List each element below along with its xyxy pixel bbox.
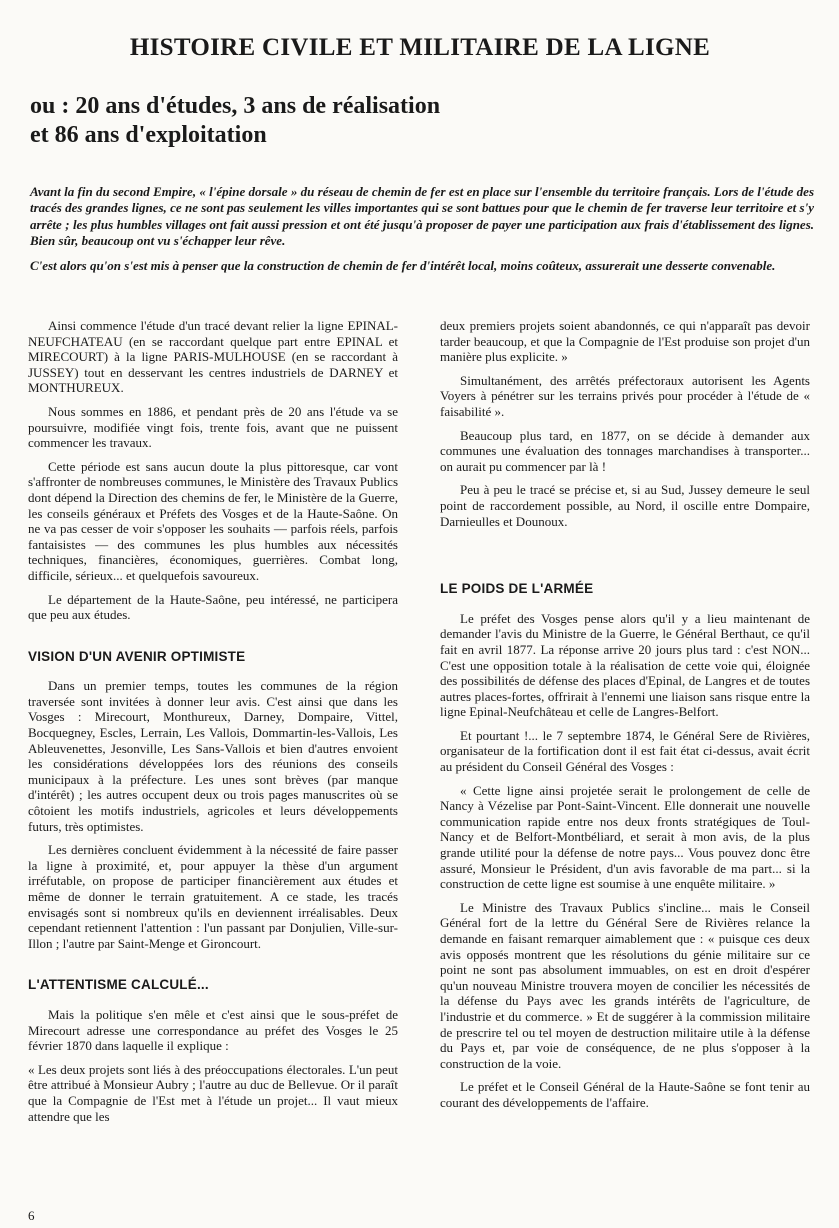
body-paragraph: Peu à peu le tracé se précise et, si au Sud, Jussey demeure le seul point de raccordement possible, au Nord, il oscille entre Dompaire, Darnieulles et Dounoux. bbox=[440, 482, 810, 529]
page-subtitle bbox=[30, 92, 650, 150]
body-paragraph: Beaucoup plus tard, en 1877, on se décide à demander aux communes une évaluation des tonnages marchandises à transporter... on aurait pu commencer par là ! bbox=[440, 427, 810, 474]
quote-paragraph: « Les deux projets sont liés à des préoccupations électorales. L'un peut être attribué à Monsieur Aubry ; l'autre au duc de Bellevue. Or il paraît que la Compagnie de l'Est met à l'étude un projet... Il vaut mieux attendre que les bbox=[28, 1061, 398, 1124]
body-paragraph: Et pourtant !... le 7 septembre 1874, le Général Sere de Rivières, organisateur de la fortification dont il est fait état ci-dessus, avait écrit au président du Conseil Général des Vosges : bbox=[440, 727, 810, 775]
intro-block bbox=[30, 184, 814, 283]
body-paragraph: Le département de la Haute-Saône, peu intéressé, ne participera que peu aux études. bbox=[28, 591, 398, 623]
body-paragraph: Le préfet des Vosges pense alors qu'il y a lieu maintenant de demander l'avis du Ministre de la Guerre, le Général Berthaut, ce qu'il fait en avril 1877. La réponse arrive 20 jours plus tard : c'est NON... C'est une opposition totale à la réalisation de cette voie qui, éloignée des possibilités de défense des places d'Epinal, de Langres et de toutes autres places-fortes, offrirait à l'ennemi une liaison sans risque entre la ligne Epinal-Neufchâteau et celle de Langres-Belfort. bbox=[440, 610, 810, 720]
body-paragraph: Dans un premier temps, toutes les communes de la région traversée sont invitées à donner leur avis. C'est ainsi que dans les Vosges : Mirecourt, Monthureux, Darney, Dompaire, Vittel, Bocquegney, Escles, Lerrain, Les Vallois, Dommartin-les-Vallois, Les Ableuvenettes, Jesonville, Les Sans-Vallois et bien d'autres envoient les considérations développées lors des réunions des conseils municipaux à la préfecture. Les unes sont brèves (par manque d'intérêt) ; les autres occupent deux ou trois pages manuscrites où se côtoient les motifs industriels, agricoles et leurs développements futurs, très optimistes. bbox=[28, 678, 398, 834]
section-heading: VISION D'UN AVENIR OPTIMISTE bbox=[28, 648, 246, 664]
page-number: 6 bbox=[28, 1208, 35, 1223]
subtitle-line-1: ou : 20 ans d'études, 3 ans de réalisation bbox=[30, 93, 441, 119]
body-paragraph: Le Ministre des Travaux Publics s'incline... mais le Conseil Général fort de la lettre du Général Sere de Rivières relance la demande en faisant remarquer aimablement que : « puisque ces deux avis opposés montrent que les résolutions du génie militaire sur ce point ne sont pas absolument immuables, on est en droit d'espérer qu'un nouveau Ministre trouvera moyen de concilier les nécessités de la défense du Pays avec les grands intérêts de l'agriculture, de l'industrie et du commerce. » Et de suggérer à la commission militaire de prescrire tel ou tel moyen de destruction militaire utile à la défense du Pays et, par voie de conséquence, de ne plus s'opposer à la construction de la voie. bbox=[440, 899, 810, 1071]
page-title: HISTOIRE CIVILE ET MILITAIRE DE LA LIGNE bbox=[129, 34, 711, 61]
intro-paragraph: Avant la fin du second Empire, « l'épine dorsale » du réseau de chemin de fer est en place sur l'ensemble du territoire français. Lors de l'étude des tracés des grandes lignes, ce ne sont pas seulement les villes importantes qui se sont battues pour que le chemin de fer traverse leur territoire et s'y arrête ; les plus humbles villages ont fait aussi pression et ont été jusqu'à proposer de payer une participation aux frais d'établissement des lignes. Bien sûr, beaucoup ont vu s'échapper leur rêve. bbox=[30, 184, 814, 248]
body-paragraph: Nous sommes en 1886, et pendant près de 20 ans l'étude va se poursuivre, modifiée vingt fois, trente fois, avant que ne puissent commencer les travaux. bbox=[28, 403, 398, 451]
body-paragraph: Ainsi commence l'étude d'un tracé devant relier la ligne EPINAL-NEUFCHATEAU (en se raccordant quelque part entre EPINAL et MIRECOURT) à la ligne PARIS-MULHOUSE (en se raccordant à JUSSEY) tout en desservant les centres industriels de DARNEY et MONTHUREUX. bbox=[28, 318, 398, 396]
body-paragraph: Le préfet et le Conseil Général de la Haute-Saône se font tenir au courant des développements de l'affaire. bbox=[440, 1079, 810, 1110]
intro-paragraph: C'est alors qu'on s'est mis à penser que la construction de chemin de fer d'intérêt local, moins coûteux, assurerait une desserte convenable. bbox=[30, 258, 776, 274]
body-paragraph: Mais la politique s'en mêle et c'est ainsi que le sous-préfet de Mirecourt adresse une correspondance au préfet des Vosges le 25 février 1870 dans laquelle il explique : bbox=[28, 1006, 398, 1054]
body-paragraph: Simultanément, des arrêtés préfectoraux autorisent les Agents Voyers à pénétrer sur les terrains privés pour procéder à l'étude de « faisabilité ». bbox=[440, 372, 810, 419]
subtitle-line-2: et 86 ans d'exploitation bbox=[30, 122, 267, 148]
body-paragraph: Les dernières concluent évidemment à la nécessité de faire passer la ligne à proximité, et, pour appuyer la thèse d'un argument irréfutable, on propose de participer financièrement aux études et même de donner le terrain gratuitement. A ce stade, les tracés envisagés sont si nombreux qu'ils en deviennent irréalisables. Deux cependant retiennent l'attention : l'un passant par Donjulien, Ville-sur-Illon ; l'autre par Saint-Menge et Gironcourt. bbox=[28, 842, 398, 951]
body-paragraph: Cette période est sans aucun doute la plus pittoresque, car vont s'affronter de nombreuses communes, le Ministère des Travaux Publics dont dépend la Direction des chemins de fer, le Ministère de la Guerre, les conseils généraux et Préfets des Vosges et de la Haute-Saône. On ne va pas cesser de voir s'opposer les souhaits — parfois réels, parfois fantaisistes — des communes les plus humbles aux nécessités techniques, financières, économiques, guerrières. Combat long, difficile, sérieux... et quelquefois savoureux. bbox=[28, 458, 399, 583]
quote-paragraph: « Cette ligne ainsi projetée serait le prolongement de celle de Nancy à Vézelise par Pont-Saint-Vincent. Elle donnerait une nouvelle communication rapide entre nos deux fronts stratégiques de Toul-Nancy et de Belfort-Montbéliard, et serait à mon avis, de la plus grande utilité pour la défense de notre pays... Vous pouvez donc être assuré, Monsieur le Président, d'un avis favorable de ma part... si la construction de cette ligne est soumise à une enquête militaire. » bbox=[440, 782, 810, 892]
right-column bbox=[440, 318, 810, 1119]
left-column bbox=[28, 318, 398, 1132]
body-paragraph: deux premiers projets soient abandonnés, ce qui n'apparaît pas devoir tarder beaucoup, et que la Compagnie de l'Est produise son projet d'un manière plus explicite. » bbox=[440, 318, 810, 365]
section-heading: L'ATTENTISME CALCULÉ... bbox=[28, 977, 209, 993]
section-heading: LE POIDS DE L'ARMÉE bbox=[440, 581, 594, 597]
